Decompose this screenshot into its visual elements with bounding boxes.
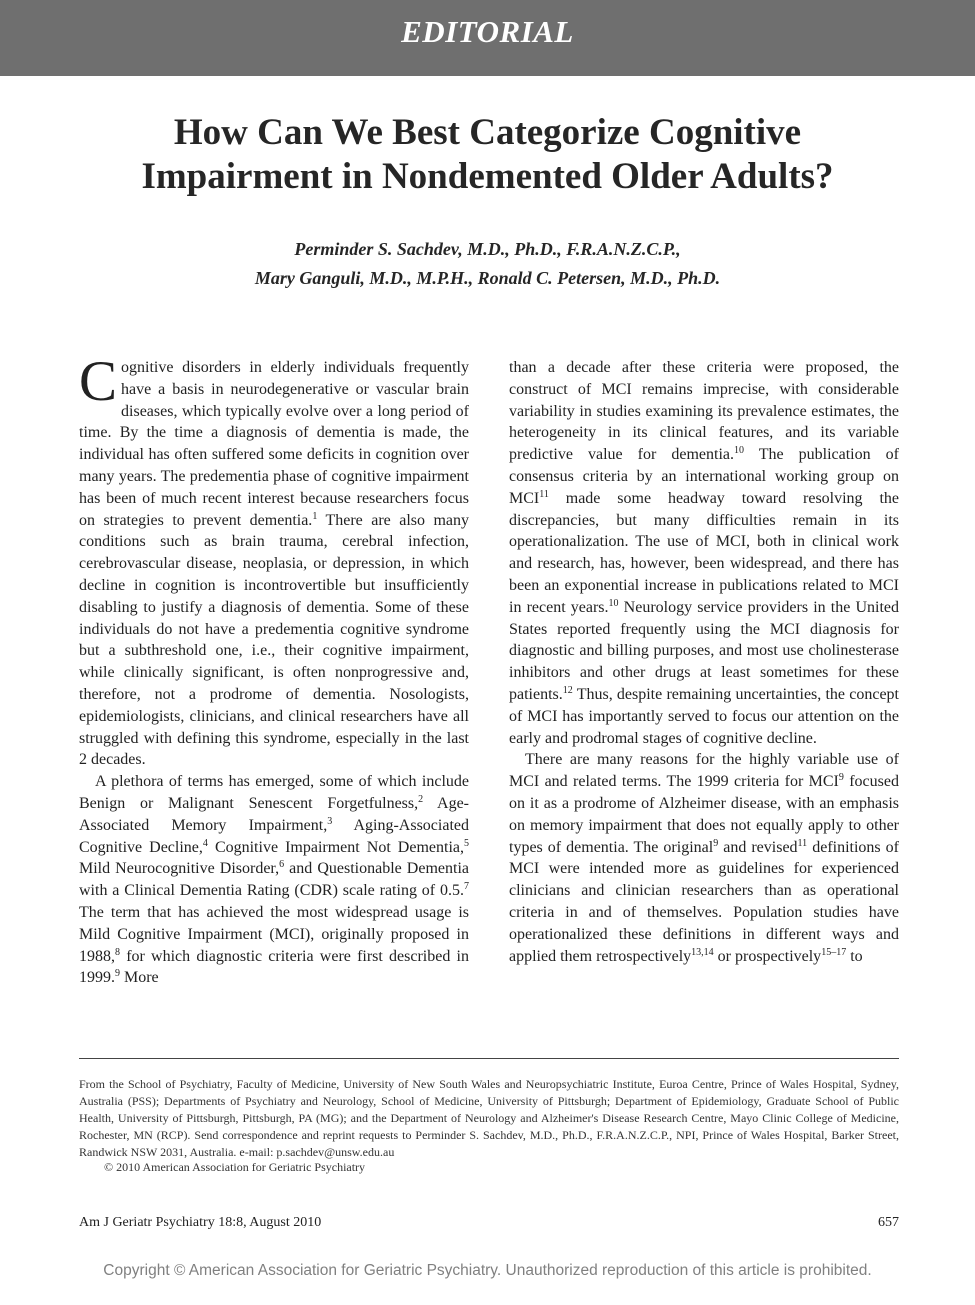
paragraph-text: A plethora of terms has emerged, some of which include Benign or Malignant Senescent Forgetfulness,$^2$ Age-Associated Memory Impairment,$^3$ Aging-Associated Cognitive Decline,$^4$ Cognitive Impairment Not Dementia,$^5$ Mild Neurocognitive Disorder,$^6$ and Questionable Dementia with a Clinical Dementia Rating (CDR) scale rating of 0.5.$^7$ The term that has achieved the most widespread usage is Mild Cognitive Impairment (MCI), originally proposed in 1988,$^8$ for which diagnostic criteria were first described in 1999.$^9$ More <box>79 773 470 987</box>
paragraph <box>509 749 899 967</box>
citation-ref: 9 <box>713 837 719 849</box>
affiliation-footnote <box>79 1076 899 1161</box>
citation-ref: 12 <box>562 684 573 696</box>
paragraph-text: than a decade after these criteria were proposed, the construct of MCI remains imprecise, with considerable variability in studies examining its prevalence estimates, the heterogeneity in its clinical features, and its variable predictive value for dementia.$^{10}$ The publication of consensus criteria by an international working group on MCI$^{11}$ made some headway toward resolving the discrepancies, but many difficulties remain in its operationalization. The use of MCI, both in clinical work and research, has, however, been widespread, and there has been an exponential increase in publications related to MCI in recent years.$^{10}$ Neurology service providers in the United States reported frequently using the MCI diagnosis for diagnostic and billing purposes, and most use cholinesterase inhibitors and other drugs at least sometimes for these patients.$^{12}$ Thus, despite remaining uncertainties, the concept of MCI has importantly served to focus our attention on the early and prodromal stages of cognitive decline. <box>509 359 900 747</box>
citation-ref: 4 <box>202 837 208 849</box>
title-line-1: How Can We Best Categorize Cognitive <box>173 112 802 153</box>
paragraph <box>509 357 899 749</box>
copyright-line: © 2010 American Association for Geriatric Psychiatry <box>104 1160 366 1174</box>
paragraph-text: ognitive disorders in elderly individuals frequently have a basis in neurodegenerative or vascular brain diseases, which typically evolve over a long period of time. By the time a diagnosis of dementia is made, the individual has often suffered some deficits in cognition over many years. The predementia phase of cognitive impairment has been of much recent interest because researchers focus on strategies to prevent dementia.$^1$ There are also many conditions such as brain trauma, cerebral infection, cerebrovascular disease, neoplasia, or depression, in which decline in cognition is incontrovertible but insufficiently disabling to justify a diagnosis of dementia. Some of these individuals do not have a predementia cognitive syndrome but a subthreshold one, i.e., their cognitive impairment, while clinically significant, is often nonprogressive and, therefore, not a prodrome of dementia. Nosologists, epidemiologists, clinicians, and clinical researchers have all struggled with defining this syndrome, especially in the last 2 decades. <box>79 359 469 769</box>
citation-ref: 6 <box>279 859 285 871</box>
citation-ref: 5 <box>464 837 470 849</box>
authors-line-1: Perminder S. Sachdev, M.D., Ph.D., F.R.A.N.Z.C.P., <box>294 239 681 259</box>
section-label: EDITORIAL <box>401 14 574 49</box>
author-list <box>80 235 895 293</box>
journal-citation: Am J Geriatr Psychiatry 18:8, August 2010 <box>79 1215 322 1230</box>
citation-ref: 11 <box>797 837 808 849</box>
citation-ref: 13,14 <box>691 946 714 958</box>
affiliation-text: From the School of Psychiatry, Faculty of Medicine, University of New South Wales and Neuropsychiatric Institute, Euroa Centre, Prince of Wales Hospital, Sydney, Australia (PSS); Departments of Psychiatry and Neurology, School of Medicine, University of Pittsburgh; Department of Epidemiology, Graduate School of Public Health, University of Pittsburgh, Pittsburgh, PA (MG); and the Department of Neurology and Alzheimer's Disease Research Centre, Mayo Clinic College of Medicine, Rochester, MN (RCP). Send correspondence and reprint requests to Perminder S. Sachdev, M.D., Ph.D., F.R.A.N.Z.C.P., NPI, Prince of Wales Hospital, Barker Street, Randwick NSW 2031, Australia. e-mail: p.sachdev@unsw.edu.au <box>79 1077 899 1159</box>
citation-ref: 1 <box>312 510 318 522</box>
citation-ref: 9 <box>115 968 120 980</box>
citation-ref: 9 <box>838 772 844 784</box>
citation-ref: 15–17 <box>821 946 847 958</box>
body-column-left <box>79 350 470 989</box>
copyright-notice: Copyright © American Association for Geriatric Psychiatry. Unauthorized reproduction of this article is prohibited. <box>103 1262 872 1279</box>
authors-line-2: Mary Ganguli, M.D., M.P.H., Ronald C. Petersen, M.D., Ph.D. <box>254 268 721 288</box>
paragraph <box>79 771 469 989</box>
drop-cap: C <box>79 350 118 413</box>
editorial-banner <box>0 0 975 76</box>
citation-ref: 11 <box>539 488 549 500</box>
citation-ref: 8 <box>115 946 120 958</box>
paragraph-text: There are many reasons for the highly variable use of MCI and related terms. The 1999 criteria for MCI$^9$ focused on it as a prodrome of Alzheimer disease, with an emphasis on memory impairment that does not equally apply to other types of dementia. The original$^9$ and revised$^{11}$ definitions of MCI were intended more as guidelines for experienced clinicians and clinician researchers than as operational criteria in and of themselves. Population studies have operationalized these definitions in different ways and applied them retrospectively$^{13,14}$ or prospectively$^{15-17}$ to <box>509 751 899 965</box>
footnote-divider <box>79 1058 899 1059</box>
citation-ref: 2 <box>418 793 424 805</box>
article-title <box>60 111 915 199</box>
body-column-right <box>509 357 899 967</box>
citation-ref: 7 <box>464 881 469 893</box>
title-line-2: Impairment in Nondemented Older Adults? <box>141 156 834 197</box>
page-number: 657 <box>878 1215 899 1230</box>
citation-ref: 3 <box>327 815 333 827</box>
citation-ref: 10 <box>734 445 744 457</box>
paragraph <box>79 350 469 771</box>
citation-ref: 10 <box>608 597 619 609</box>
